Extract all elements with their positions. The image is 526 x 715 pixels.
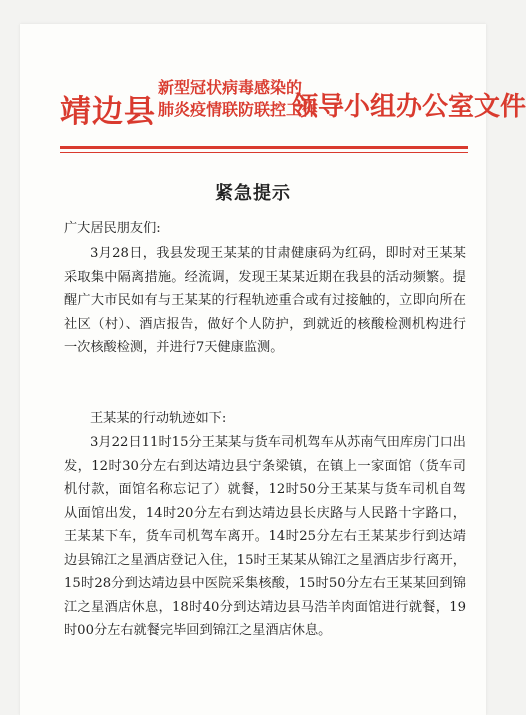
document-title: 紧急提示 — [215, 183, 291, 204]
paragraph-notice: 3月28日，我县发现王某某的甘肃健康码为红码，即时对王某某采取集中隔离措施。经流调，发现王某某近期在我县的活动频繁。提醒广大市民如有与王某某的行程轨迹重合或有过接触的，立即向所在社区（村）、酒店报告，做好个人防护，到就近的核酸检测机构进行一次核酸检测，并进行7天健康监测。 — [64, 246, 466, 355]
document-page — [20, 24, 526, 715]
org-name-line2: 肺炎疫情联防联控工作 — [158, 100, 319, 119]
salutation: 广大居民朋友们: — [64, 221, 161, 236]
paragraph-trajectory: 3月22日11时15分王某某与货车司机驾车从苏南气田库房门口出发，12时30分左右到达靖边县宁条梁镇，在镇上一家面馆（货车司机付款，面馆名称忘记了）就餐，12时50分王某某与货车司机自驾从面馆出发，14时20分左右到达靖边县长庆路与人民路十字路口，王某某下车，货车司机驾车离开。14时25分左右王某某步行到达靖边县锦江之星酒店登记入住，15时王某某从锦江之星酒店步行离开，15时28分到达靖边县中医院采集核酸，15时50分左右王某某回到锦江之星酒店休息，18时40分到达靖边县马浩羊肉面馆进行就餐，19时00分左右就餐完毕回到锦江之星酒店休息。 — [64, 435, 466, 638]
header-rule-thick — [60, 146, 468, 149]
document-header — [20, 68, 526, 142]
county-name: 靖边县 — [60, 94, 156, 130]
org-name-line1: 新型冠状病毒感染的 — [158, 78, 303, 97]
header-rule-thin — [60, 152, 468, 153]
office-name: 领导小组办公室文件 — [292, 92, 526, 122]
paragraph-trajectory-heading: 王某某的行动轨迹如下: — [90, 411, 227, 426]
